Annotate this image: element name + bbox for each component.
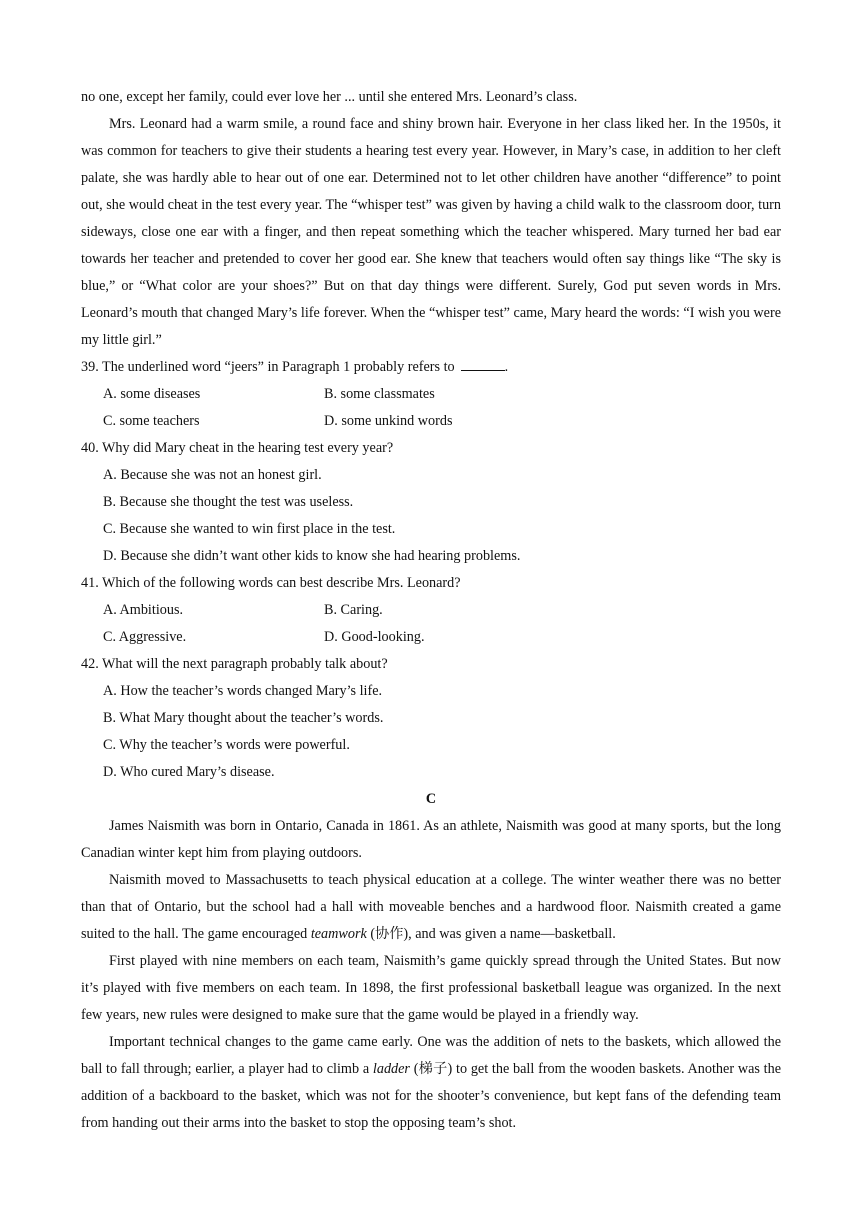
passage-b-paragraph: Mrs. Leonard had a warm smile, a round face and shiny brown hair. Everyone in her class liked her. In the 1950s, it was common for teachers to give their students a hearing test every year. However, in Mary’s case, in addition to her cleft palate, she was hardly able to hear out of one ear. Determined not to let other children have another “difference” to point out, she would cheat in the test every year. The “whisper test” was given by having a child walk to the classroom door, turn sideways, close one ear with a finger, and then repeat something which the teacher whispered. Mary turned her bad ear towards her teacher and pretended to cover her good ear. She knew that teachers would often say things like “The sky is blue,” or “What color are your shoes?” But on that day things were different. Surely, God put seven words in Mrs. Leonard’s mouth that changed Mary’s life forever. When the “whisper test” came, Mary heard the words: “I wish you were my little girl.”: [81, 116, 781, 348]
question-40: [81, 435, 781, 570]
option-c: C. some teachers: [103, 413, 200, 429]
question-42: [81, 651, 781, 786]
passage-c-paragraph-2: Naismith moved to Massachusetts to teach physical education at a college. The winter weather there was no better than that of Ontario, but the school had a hall with moveable benches and a hardwood floor. Naismith created a game suited to the hall. The game encouraged teamwork (协作), and was given a name—basketball.: [81, 872, 781, 942]
option-c: C. Why the teacher’s words were powerful.: [103, 737, 350, 753]
option-a: A. How the teacher’s words changed Mary’s life.: [103, 683, 383, 699]
option-a: A. Because she was not an honest girl.: [103, 467, 322, 483]
option-d: D. Good-looking.: [324, 629, 425, 645]
passage-c-paragraph-3: First played with nine members on each team, Naismith’s game quickly spread through the United States. But now it’s played with five members on each team. In 1898, the first professional basketball league was organized. In the next few years, new rules were designed to make sure that the game would be played in a friendly way.: [81, 953, 781, 1023]
option-b: B. Because she thought the test was useless.: [103, 494, 354, 510]
question-39: 39. The underlined word “jeers” in Paragraph 1 probably refers to . A. some diseases B. some classmates C. some teachers D. some unkind words: [81, 354, 781, 435]
italic-term: teamwork: [310, 926, 367, 942]
option-a: A. some diseases: [103, 386, 201, 402]
option-b: B. Caring.: [324, 602, 383, 618]
question-39-stem: 39. The underlined word “jeers” in Paragraph 1 probably refers to: [81, 359, 455, 375]
passage-b-continuation: no one, except her family, could ever love her ... until she entered Mrs. Leonard’s class.: [81, 89, 578, 105]
passage-c-paragraph-1: James Naismith was born in Ontario, Canada in 1861. As an athlete, Naismith was good at many sports, but the long Canadian winter kept him from playing outdoors.: [81, 818, 781, 861]
answer-blank: [461, 354, 505, 371]
question-40-stem: 40. Why did Mary cheat in the hearing test every year?: [81, 440, 394, 456]
option-d: D. Who cured Mary’s disease.: [103, 764, 275, 780]
question-41: [81, 570, 781, 651]
option-b: B. some classmates: [324, 386, 435, 402]
passage-c-paragraph-4: Important technical changes to the game came early. One was the addition of nets to the baskets, which allowed the ball to fall through; earlier, a player had to climb a ladder (梯子) to get the ball from the wooden baskets. Another was the addition of a backboard to the basket, which was not for the shooter’s convenience, but kept fans of the defending team from handing out their arms into the basket to stop the opposing team’s shot.: [81, 1034, 781, 1131]
option-a: A. Ambitious.: [103, 602, 184, 618]
option-d: D. some unkind words: [324, 413, 453, 429]
italic-term: ladder: [372, 1061, 410, 1077]
question-42-stem: 42. What will the next paragraph probably talk about?: [81, 656, 388, 672]
option-d: D. Because she didn’t want other kids to know she had hearing problems.: [103, 548, 521, 564]
section-heading-c: C: [425, 791, 437, 807]
option-c: C. Because she wanted to win first place in the test.: [103, 521, 396, 537]
question-41-stem: 41. Which of the following words can best describe Mrs. Leonard?: [81, 575, 461, 591]
option-c: C. Aggressive.: [103, 629, 187, 645]
option-b: B. What Mary thought about the teacher’s words.: [103, 710, 384, 726]
